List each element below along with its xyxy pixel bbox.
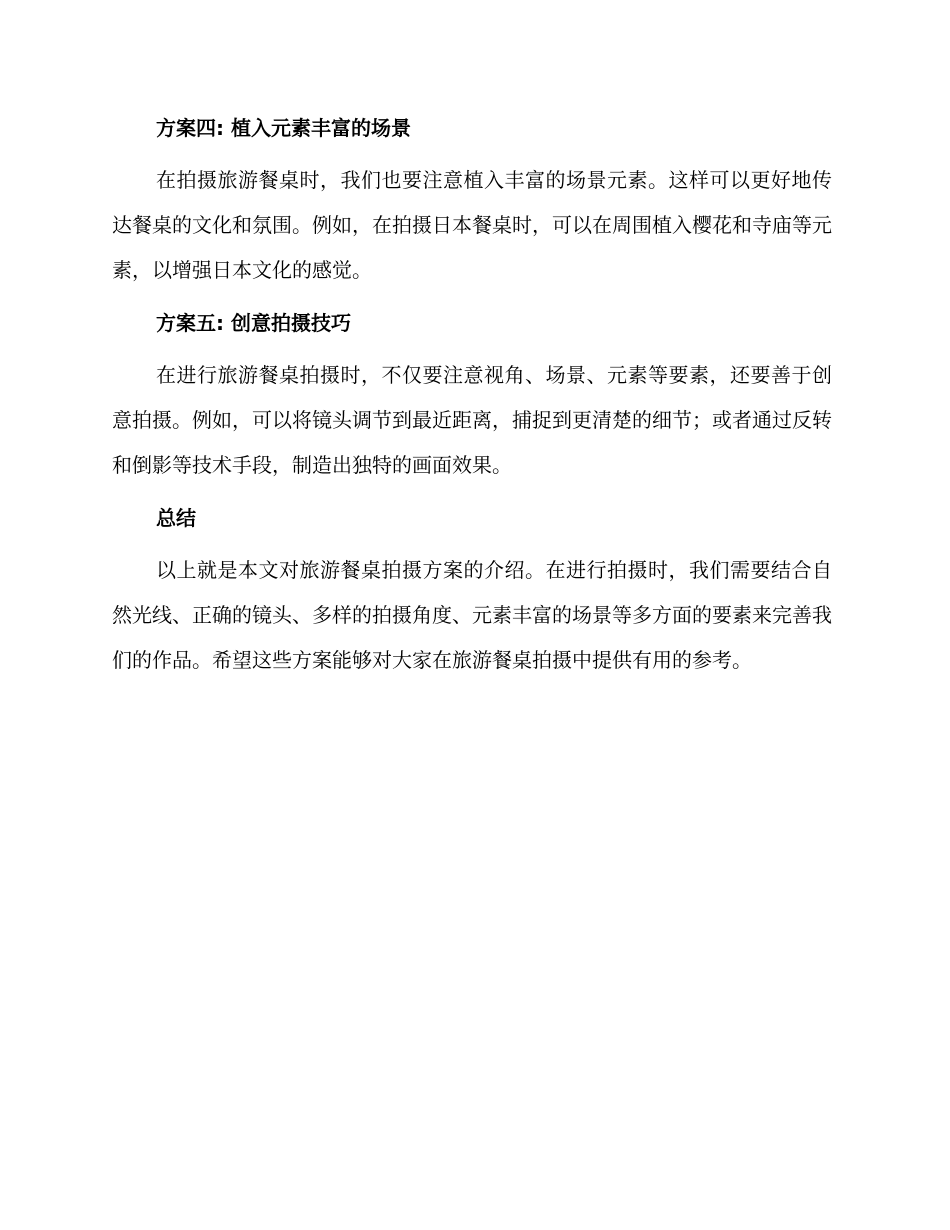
section-paragraph: 在拍摄旅游餐桌时，我们也要注意植入丰富的场景元素。这样可以更好地传达餐桌的文化和氛围。例如，在拍摄日本餐桌时，可以在周围植入樱花和寺庙等元素，以增强日本文化的感觉。 xyxy=(112,168,832,282)
section-summary xyxy=(112,498,832,683)
section-plan-five xyxy=(112,303,832,488)
section-heading: 方案四: 植入元素丰富的场景 xyxy=(156,116,411,140)
section-paragraph: 以上就是本文对旅游餐桌拍摄方案的介绍。在进行拍摄时，我们需要结合自然光线、正确的镜头、多样的拍摄角度、元素丰富的场景等多方面的要素来完善我们的作品。希望这些方案能够对大家在旅游餐桌拍摄中提供有用的参考。 xyxy=(112,558,832,672)
section-heading: 方案五: 创意拍摄技巧 xyxy=(156,311,351,335)
document-page xyxy=(112,108,832,693)
section-heading: 总结 xyxy=(156,506,196,530)
section-plan-four xyxy=(112,108,832,293)
section-paragraph: 在进行旅游餐桌拍摄时，不仅要注意视角、场景、元素等要素，还要善于创意拍摄。例如，可以将镜头调节到最近距离，捕捉到更清楚的细节；或者通过反转和倒影等技术手段，制造出独特的画面效果。 xyxy=(112,363,832,477)
